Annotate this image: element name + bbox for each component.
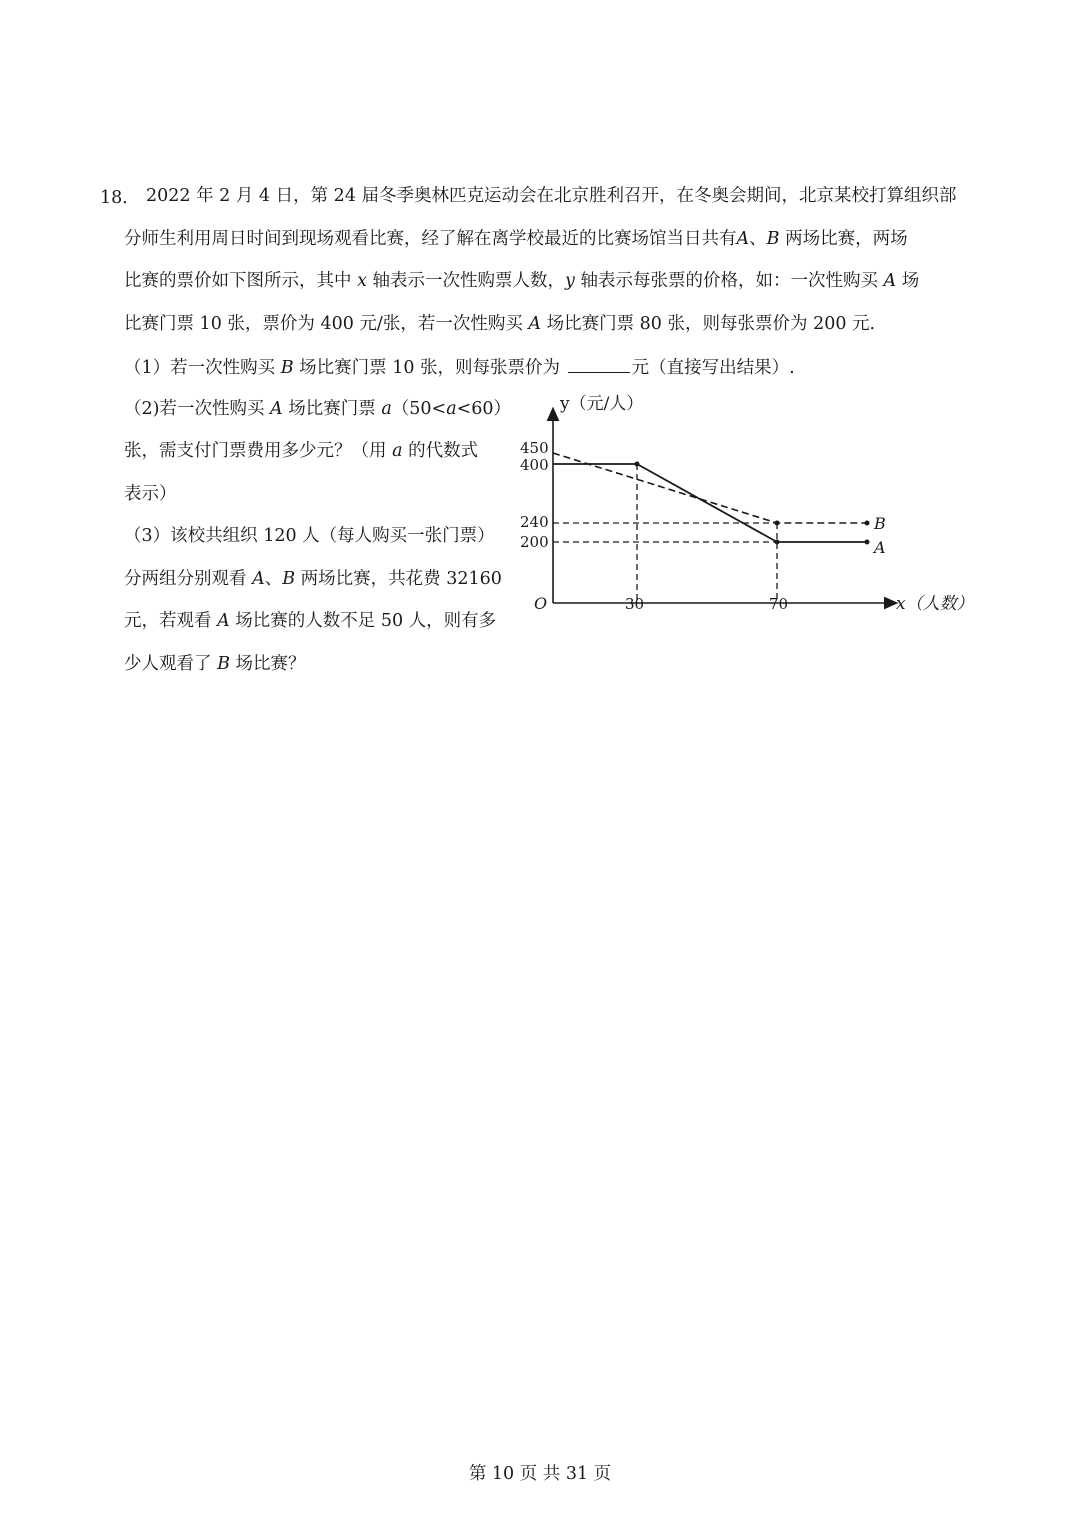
italic-var: A <box>252 569 265 589</box>
text-segment: 元，若观看 <box>124 611 218 631</box>
text-segment: （2)若一次性购买 <box>124 399 271 419</box>
problem-line-3 <box>124 269 919 293</box>
point-b-end <box>865 521 870 526</box>
text-segment: 比赛的票价如下图所示，其中 <box>124 271 352 291</box>
italic-var: y <box>565 271 575 291</box>
problem-line-2 <box>124 227 908 251</box>
text-segment: （50< <box>391 399 447 419</box>
italic-var: x <box>357 271 367 291</box>
text-segment: 轴表示每张票的价格，如：一次性购买 <box>574 271 884 291</box>
label-b: B <box>874 514 886 533</box>
y-tick-400: 400 <box>520 456 549 474</box>
text-segment: 两场比赛，共花费 32160 <box>295 569 502 589</box>
question-2-line-3: 表示） <box>124 484 177 504</box>
italic-var: A <box>736 229 750 249</box>
text-segment: 分两组分别观看 <box>124 569 253 589</box>
italic-var: a <box>381 399 392 419</box>
text-segment: 场比赛门票 10 张，则每张票价为 <box>293 358 566 378</box>
question-number: 18． <box>100 188 140 208</box>
text-segment: 两场比赛，两场 <box>779 229 908 249</box>
y-tick-200: 200 <box>520 533 549 551</box>
text-segment: <60） <box>456 399 512 419</box>
text-segment: 场比赛？ <box>229 654 306 674</box>
italic-var: a <box>446 399 457 419</box>
point-a-70 <box>775 540 780 545</box>
text-segment: 张，需支付门票费用多少元？（用 <box>124 441 393 461</box>
page-footer: 第 10 页 共 31 页 <box>468 1464 612 1484</box>
problem-line-1: 2022 年 2 月 4 日，第 24 届冬季奥林匹克运动会在北京胜利召开，在冬奥会期间，北京某校打算组织部 <box>146 186 957 206</box>
text-segment: 场比赛的人数不足 50 人，则有多 <box>229 611 497 631</box>
point-b-70 <box>775 521 780 526</box>
y-tick-240: 240 <box>520 513 549 531</box>
italic-var: B <box>217 654 230 674</box>
point-a-end <box>865 540 870 545</box>
answer-blank[interactable] <box>568 354 630 373</box>
italic-var: B <box>766 229 780 249</box>
y-axis-label: y（元/人） <box>560 394 644 414</box>
text-segment: 场比赛门票 80 张，则每张票价为 200 元. <box>541 314 876 334</box>
line-a <box>553 464 867 542</box>
text-segment: 、 <box>749 229 767 249</box>
x-tick-30: 30 <box>625 595 645 613</box>
y-tick-450: 450 <box>520 439 549 457</box>
text-segment: 轴表示一次性购票人数， <box>366 271 566 291</box>
italic-var: A <box>270 399 283 419</box>
question-3-line-1: （3）该校共组织 120 人（每人购买一张门票） <box>124 526 495 546</box>
text-segment: 少人观看了 <box>124 654 218 674</box>
italic-var: A <box>217 611 230 631</box>
question-1 <box>124 354 795 380</box>
text-segment: （1）若一次性购买 <box>124 358 281 378</box>
origin-label: O <box>534 594 548 613</box>
text-segment: 、 <box>264 569 283 589</box>
x-axis-label: x（人数） <box>896 594 974 614</box>
problem-line-4 <box>124 312 875 336</box>
question-3-line-4 <box>124 652 306 676</box>
text-segment: 元（直接写出结果）. <box>631 358 795 378</box>
x-tick-70: 70 <box>769 595 789 613</box>
question-3-line-3 <box>124 609 496 633</box>
italic-var: A <box>883 271 897 291</box>
text-segment: 比赛门票 10 张，票价为 400 元/张，若一次性购买 <box>124 314 523 334</box>
text-segment: 分师生利用周日时间到现场观看比赛，经了解在离学校最近的比赛场馆当日共有 <box>124 229 737 249</box>
italic-var: B <box>282 569 296 589</box>
italic-var: A <box>528 314 542 334</box>
italic-var: a <box>392 441 403 461</box>
text-segment: 场比赛门票 <box>282 399 382 419</box>
italic-var: B <box>280 358 294 378</box>
text-segment: 场 <box>896 271 920 291</box>
text-segment: 的代数式 <box>402 441 479 461</box>
question-3-line-2 <box>124 567 502 591</box>
point-a-30 <box>635 462 640 467</box>
label-a: A <box>874 538 886 557</box>
question-2-line-2 <box>124 439 478 463</box>
question-2-line-1 <box>124 397 511 421</box>
price-graph <box>500 385 1000 625</box>
